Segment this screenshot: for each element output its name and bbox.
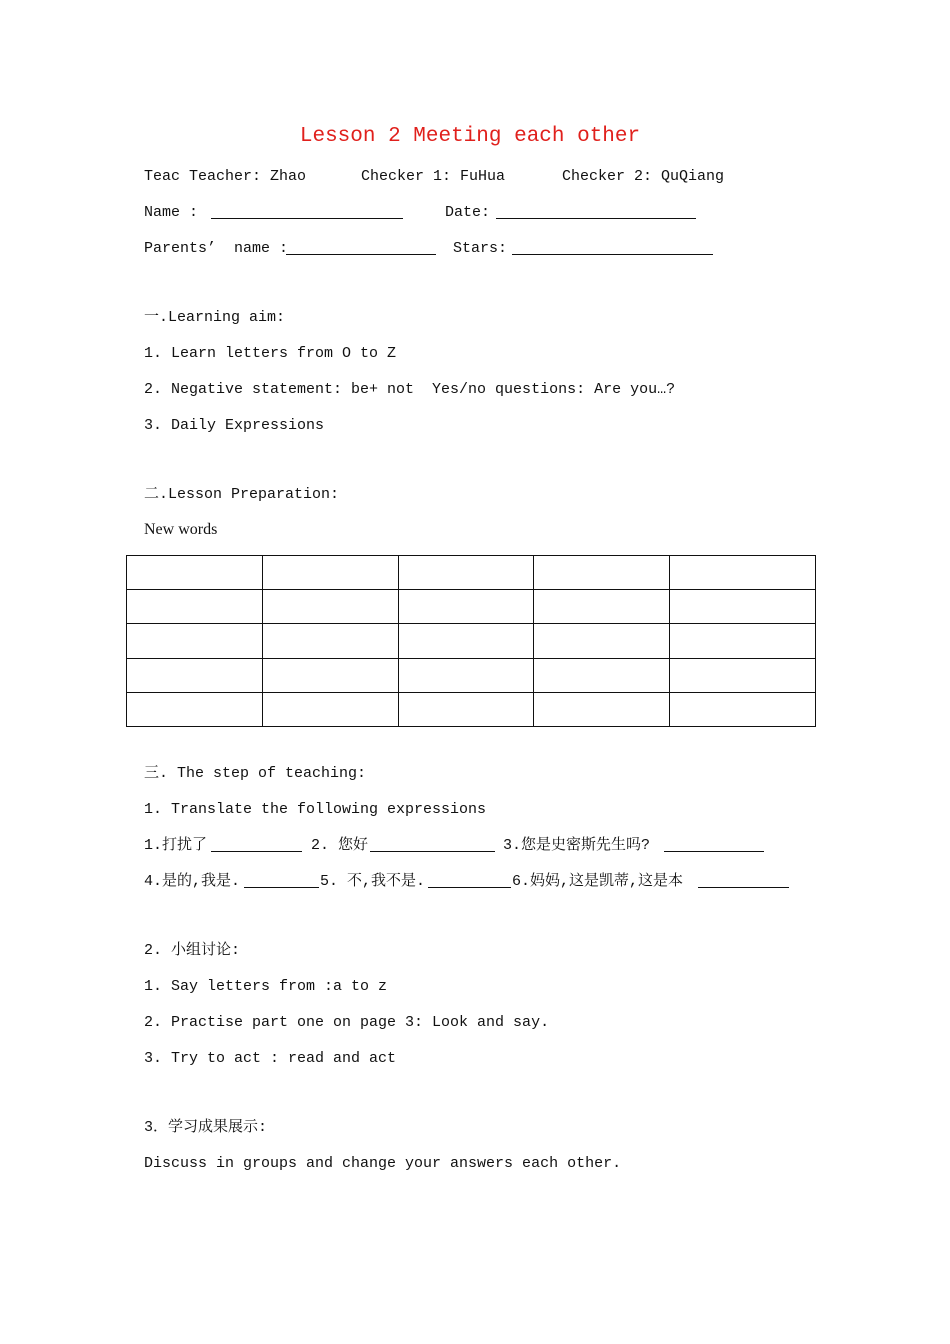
checker1-line: Checker 1: FuHua xyxy=(361,168,506,185)
page-title: Lesson 2 Meeting each other xyxy=(299,125,641,148)
table-row xyxy=(127,692,816,726)
table-cell[interactable] xyxy=(670,624,816,658)
translate-a3-field[interactable] xyxy=(664,837,764,858)
table-cell[interactable] xyxy=(534,658,670,692)
translate-instruction: 1. Translate the following expressions xyxy=(144,801,487,818)
table-cell[interactable] xyxy=(534,556,670,590)
translate-a6-field[interactable] xyxy=(698,873,789,894)
date-label: Date: xyxy=(445,204,491,221)
lesson-preparation-heading: 二.Lesson Preparation: xyxy=(144,486,340,503)
date-field[interactable] xyxy=(496,204,696,225)
table-row xyxy=(127,590,816,624)
new-words-label: New words xyxy=(144,521,218,538)
results-instruction: Discuss in groups and change your answers each other. xyxy=(144,1155,622,1172)
translate-q1: 1.打扰了 xyxy=(144,837,208,854)
aim-item-3: 3. Daily Expressions xyxy=(144,417,325,434)
table-cell[interactable] xyxy=(534,624,670,658)
table-cell[interactable] xyxy=(262,590,398,624)
table-cell[interactable] xyxy=(262,624,398,658)
table-cell[interactable] xyxy=(127,692,263,726)
parents-name-field[interactable] xyxy=(286,240,436,261)
translate-q2: 2. 您好 xyxy=(311,837,369,854)
table-cell[interactable] xyxy=(262,692,398,726)
discussion-item-3: 3. Try to act : read and act xyxy=(144,1050,397,1067)
discussion-item-1: 1. Say letters from :a to z xyxy=(144,978,388,995)
table-cell[interactable] xyxy=(127,590,263,624)
teacher-line: Teac Teacher: Zhao xyxy=(144,168,307,185)
stars-field[interactable] xyxy=(512,240,713,261)
table-cell[interactable] xyxy=(534,590,670,624)
table-row xyxy=(127,658,816,692)
table-cell[interactable] xyxy=(398,692,534,726)
translate-a5-field[interactable] xyxy=(428,873,511,894)
table-cell[interactable] xyxy=(398,590,534,624)
parents-name-label: Parents’ name : xyxy=(144,240,289,257)
translate-q5: 5. 不,我不是. xyxy=(320,873,426,890)
table-cell[interactable] xyxy=(262,556,398,590)
table-cell[interactable] xyxy=(670,590,816,624)
table-cell[interactable] xyxy=(398,556,534,590)
name-field[interactable] xyxy=(211,204,403,225)
translate-q3: 3.您是史密斯先生吗? xyxy=(503,837,651,854)
translate-q6: 6.妈妈,这是凯蒂,这是本 xyxy=(512,873,684,890)
table-row xyxy=(127,624,816,658)
table-cell[interactable] xyxy=(127,624,263,658)
table-cell[interactable] xyxy=(670,556,816,590)
results-heading: 3．学习成果展示: xyxy=(144,1119,268,1136)
aim-item-2: 2. Negative statement: be+ not Yes/no questions: Are you…? xyxy=(144,381,676,398)
new-words-table xyxy=(126,555,816,727)
table-cell[interactable] xyxy=(262,658,398,692)
table-cell[interactable] xyxy=(670,692,816,726)
table-cell[interactable] xyxy=(127,658,263,692)
translate-a1-field[interactable] xyxy=(211,837,302,858)
stars-label: Stars: xyxy=(453,240,508,257)
discussion-item-2: 2. Practise part one on page 3: Look and say. xyxy=(144,1014,550,1031)
table-cell[interactable] xyxy=(670,658,816,692)
table-row xyxy=(127,556,816,590)
name-label: Name : xyxy=(144,204,199,221)
aim-item-1: 1. Learn letters from O to Z xyxy=(144,345,397,362)
translate-q4: 4.是的,我是. xyxy=(144,873,241,890)
learning-aim-heading: 一.Learning aim: xyxy=(144,309,286,326)
group-discussion-heading: 2. 小组讨论: xyxy=(144,942,241,959)
translate-a4-field[interactable] xyxy=(244,873,319,894)
teaching-steps-heading: 三. The step of teaching: xyxy=(144,765,367,782)
table-cell[interactable] xyxy=(534,692,670,726)
table-cell[interactable] xyxy=(398,658,534,692)
checker2-line: Checker 2: QuQiang xyxy=(562,168,725,185)
translate-a2-field[interactable] xyxy=(370,837,495,858)
table-cell[interactable] xyxy=(398,624,534,658)
table-cell[interactable] xyxy=(127,556,263,590)
